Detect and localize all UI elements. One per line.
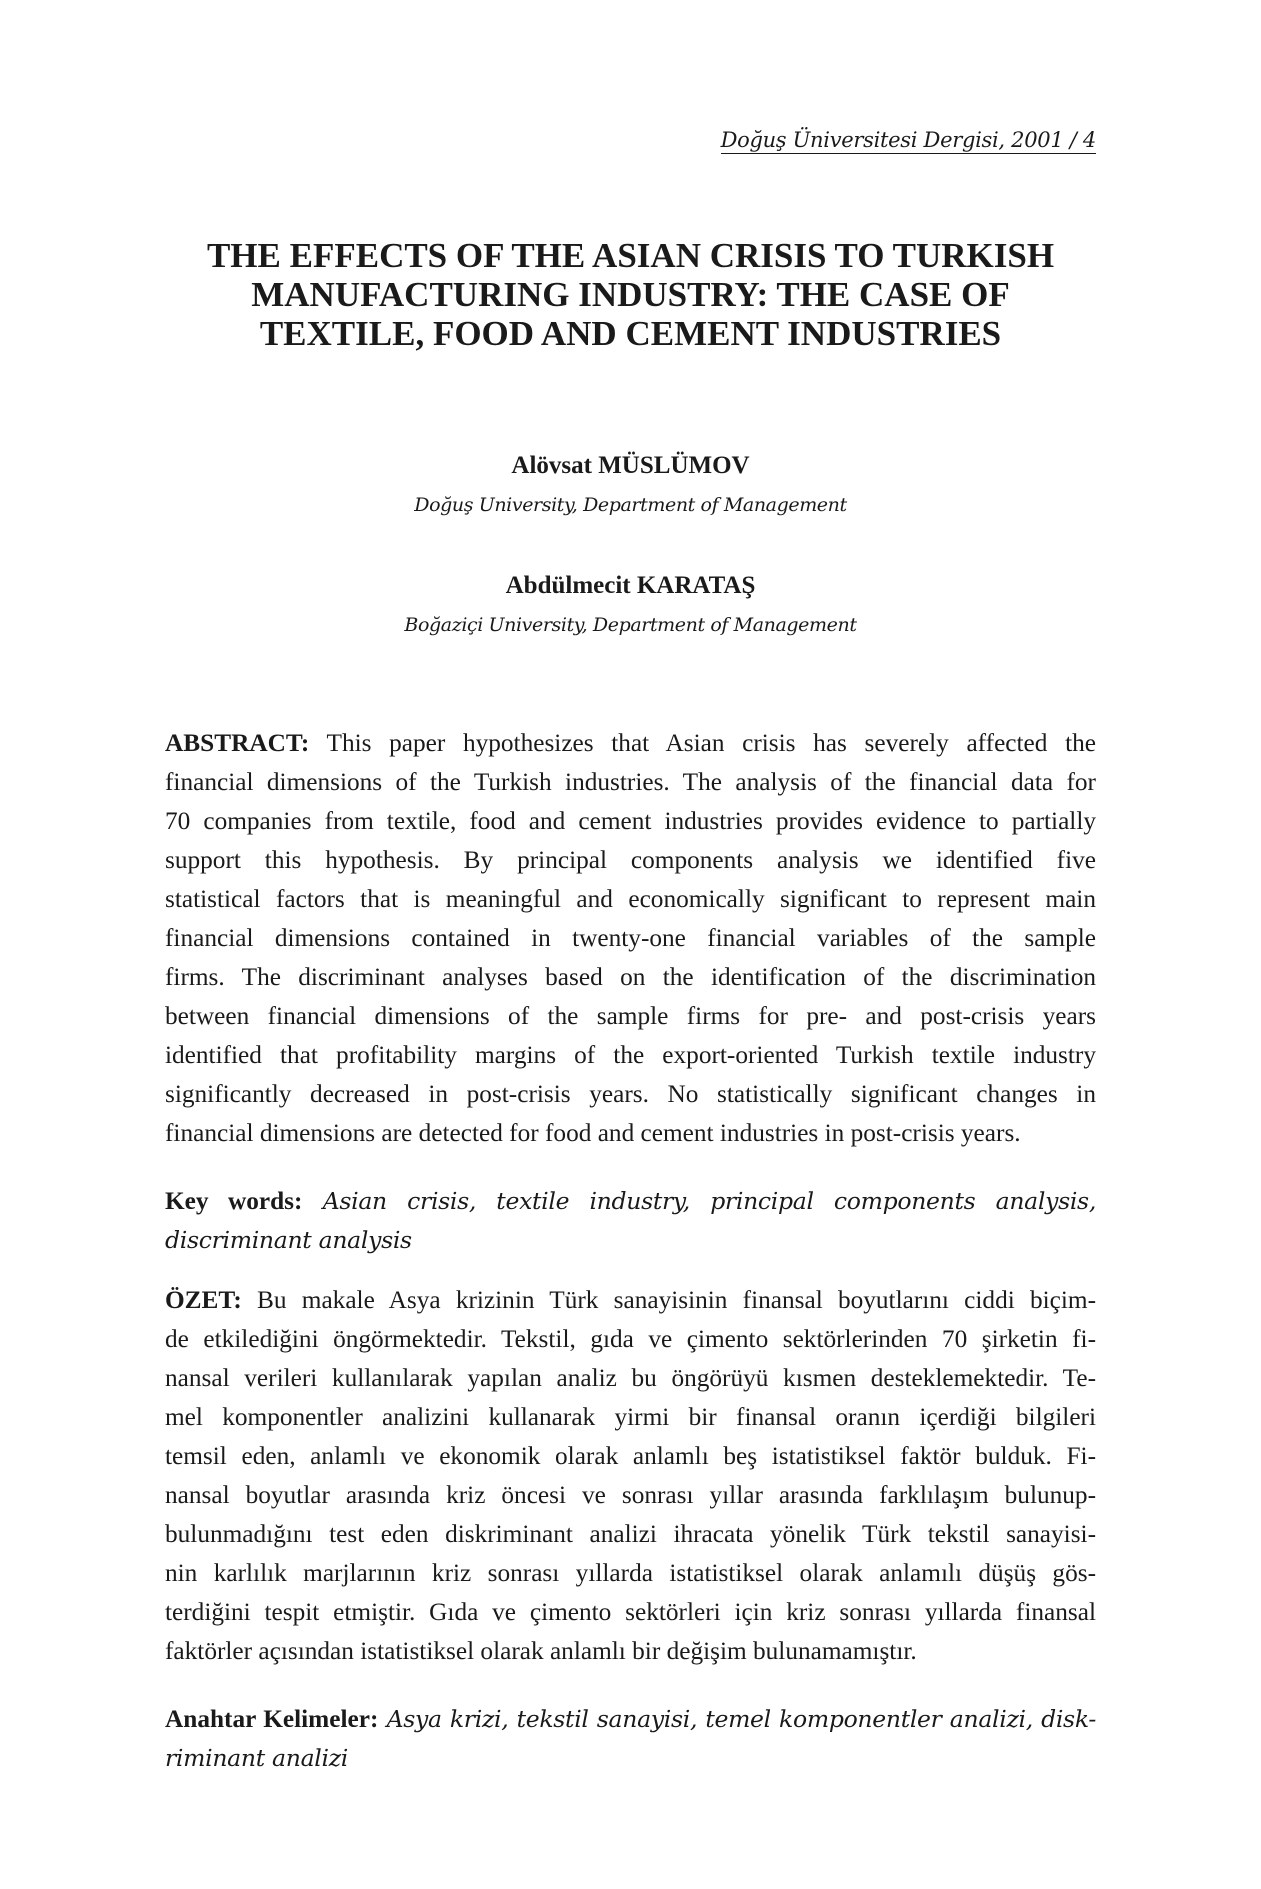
ozet-paragraph: [165, 1281, 1096, 1671]
ozet-line: [165, 1281, 1096, 1320]
title-line: TEXTILE, FOOD AND CEMENT INDUSTRIES: [259, 314, 1002, 353]
keywords-label: Key words:: [165, 1187, 303, 1215]
anahtar-text: Asya krizi, tekstil sanayisi, temel komponentler analizi, disk-: [378, 1705, 1096, 1733]
abstract-line: statistical factors that is meaningful and economically significant to represent main: [165, 885, 1096, 913]
ozet-line: nansal boyutlar arasında kriz öncesi ve sonrası yıllar arasında farklılaşım bulunup-: [165, 1481, 1096, 1509]
keywords-text: Asian crisis, textile industry, principal components analysis,: [302, 1187, 1096, 1215]
ozet-line: nansal verileri kullanılarak yapılan analiz bu öngörüyü kısmen desteklemektedir. Te-: [165, 1364, 1096, 1392]
ozet-line: temsil eden, anlamlı ve ekonomik olarak anlamlı beş istatistiksel faktör bulduk. Fi-: [165, 1442, 1096, 1470]
abstract-line: financial dimensions of the Turkish industries. The analysis of the financial data for: [165, 768, 1096, 796]
anahtar-line: [165, 1700, 1096, 1739]
author-affiliation: Doğuş University, Department of Management: [414, 494, 847, 516]
running-head: Doğuş Üniversitesi Dergisi, 2001 / 4: [720, 128, 1096, 152]
title-line: THE EFFECTS OF THE ASIAN CRISIS TO TURKISH: [206, 236, 1055, 275]
anahtar-text: riminant analizi: [165, 1744, 349, 1772]
author-affiliation: Boğaziçi University, Department of Management: [404, 614, 857, 636]
ozet-line: de etkilediğini öngörmektedir. Tekstil, gıda ve çimento sektörlerinden 70 şirketin fi-: [165, 1325, 1096, 1353]
keywords-paragraph: [165, 1182, 1096, 1260]
abstract-line: firms. The discriminant analyses based on the identification of the discrimination: [165, 963, 1096, 991]
keywords-line: [165, 1182, 1096, 1221]
ozet-line: faktörler açısından istatistiksel olarak anlamlı bir değişim bulunamamıştır.: [165, 1637, 917, 1665]
ozet-line: nin karlılık marjlarının kriz sonrası yıllarda istatistiksel olarak anlamılı düşüş gös-: [165, 1559, 1096, 1587]
author-name: Alövsat MÜSLÜMOV: [511, 452, 750, 479]
abstract-line: 70 companies from textile, food and cement industries provides evidence to partially: [165, 807, 1096, 835]
keywords-text: discriminant analysis: [165, 1226, 412, 1254]
keywords-line: [165, 1221, 1096, 1260]
abstract-line: identified that profitability margins of the export-oriented Turkish textile industry: [165, 1041, 1096, 1069]
abstract-line: support this hypothesis. By principal components analysis we identified five: [165, 846, 1096, 874]
ozet-line: terdiğini tespit etmiştir. Gıda ve çimento sektörleri için kriz sonrası yıllarda finansal: [165, 1598, 1096, 1626]
anahtar-kelimeler-paragraph: [165, 1700, 1096, 1778]
ozet-line: bulunmadığını test eden diskriminant analizi ihracata yönelik Türk tekstil sanayisi-: [165, 1520, 1096, 1548]
abstract-line: between financial dimensions of the sample firms for pre- and post-crisis years: [165, 1002, 1096, 1030]
abstract-line: financial dimensions are detected for food and cement industries in post-crisis years.: [165, 1119, 1021, 1147]
anahtar-line: [165, 1739, 1096, 1778]
abstract-line: [165, 724, 1096, 763]
author-name: Abdülmecit KARATAŞ: [505, 572, 756, 599]
author-block: [165, 571, 1096, 639]
ozet-label: ÖZET:: [165, 1286, 242, 1314]
author-block: [165, 451, 1096, 519]
abstract-line: significantly decreased in post-crisis years. No statistically significant changes in: [165, 1080, 1096, 1108]
paper-title: [165, 236, 1096, 353]
abstract-label: ABSTRACT:: [165, 729, 310, 757]
ozet-text: Bu makale Asya krizinin Türk sanayisinin finansal boyutlarını ciddi biçim-: [241, 1286, 1096, 1314]
anahtar-label: Anahtar Kelimeler:: [165, 1705, 379, 1733]
abstract-line: financial dimensions contained in twenty-one financial variables of the sample: [165, 924, 1096, 952]
ozet-line: mel komponentler analizini kullanarak yirmi bir finansal oranın içerdiği bilgileri: [165, 1403, 1096, 1431]
title-line: MANUFACTURING INDUSTRY: THE CASE OF: [251, 275, 1010, 314]
abstract-text: This paper hypothesizes that Asian crisis has severely affected the: [309, 729, 1096, 757]
abstract-paragraph: [165, 724, 1096, 1153]
